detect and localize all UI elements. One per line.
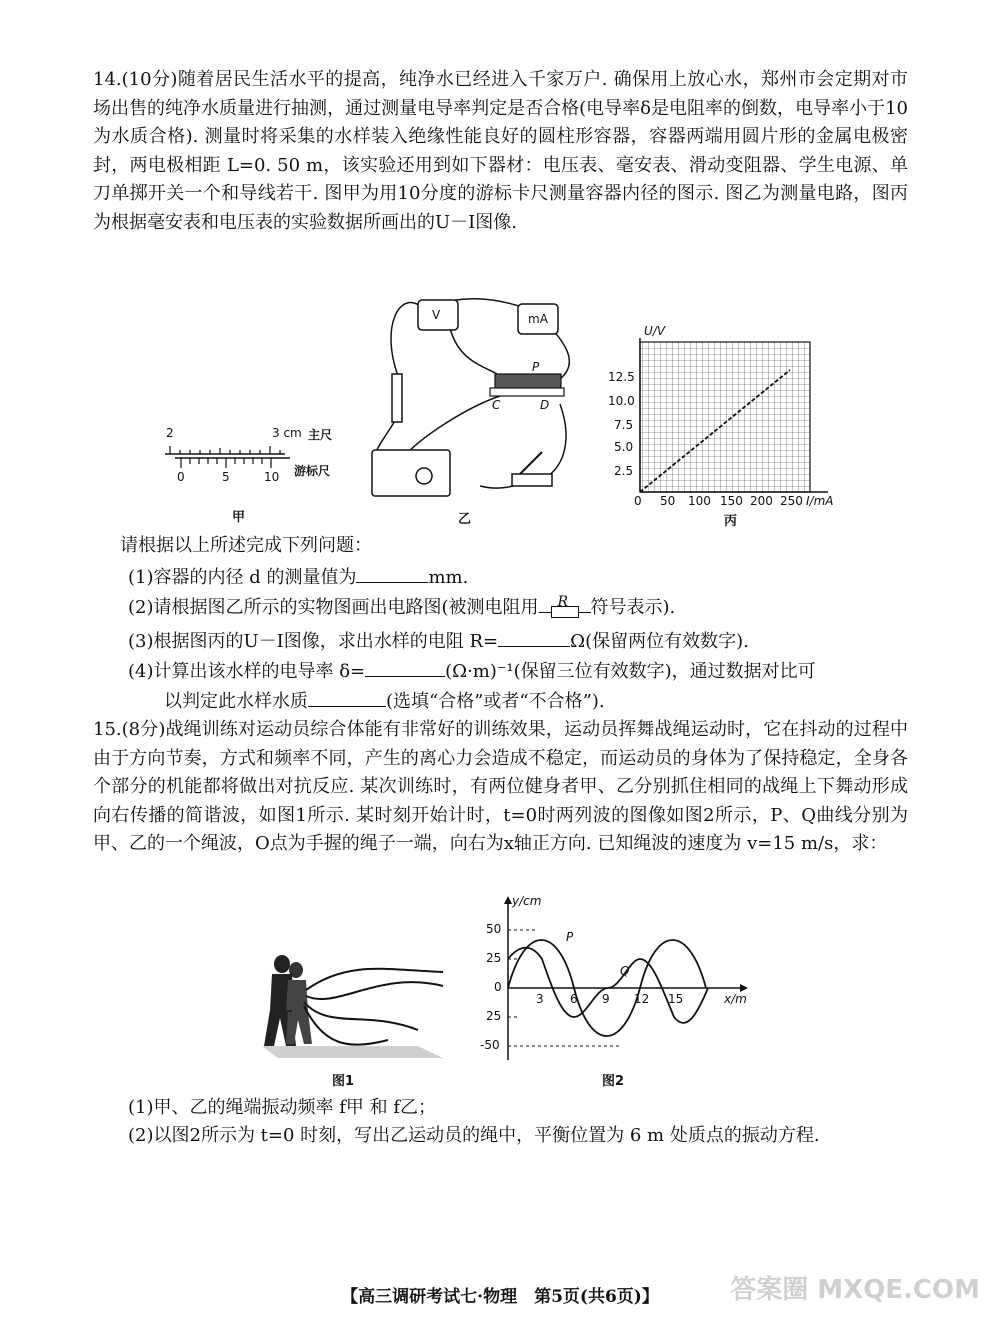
wave-xlabel: x/m (724, 992, 747, 1006)
resistor-symbol-label: R (557, 594, 569, 610)
figure-jia-caption: 甲 (232, 510, 246, 525)
xtick-200: 200 (750, 494, 773, 508)
vernier-tick-5: 5 (222, 470, 230, 484)
q14-score: (10分) (121, 69, 178, 90)
q14-sub4-answer-blank[interactable] (365, 658, 445, 677)
graph-ylabel: U/V (644, 324, 666, 338)
wave-ytick-50: 50 (486, 922, 502, 936)
wave-ytick-neg-25: 25 (486, 1009, 502, 1023)
q14-sub3-text: (3)根据图丙的U－I图像，求出水样的电阻 R= (128, 631, 499, 652)
figure-bing (600, 324, 850, 529)
graph-xlabel: I/mA (806, 494, 834, 508)
q14-sub1 (128, 564, 468, 590)
main-scale-end-label: 3 cm (272, 426, 302, 440)
battle-rope-illustration (258, 950, 448, 1060)
q14-sub2-text: (2)请根据图乙所示的实物图画出电路图(被测电阻用 (128, 597, 539, 618)
q14-sub4-line2-text: 以判定此水样水质 (164, 691, 308, 712)
q14-sub2 (128, 596, 675, 620)
voltmeter-label: V (432, 308, 441, 322)
ytick-10-0: 10.0 (608, 394, 635, 408)
q14-sub1-text: (1)容器的内径 d 的测量值为 (128, 567, 357, 588)
q14-sub4-line2 (164, 688, 605, 714)
terminal-c-label: C (492, 398, 501, 412)
wave-xtick-6: 6 (570, 992, 578, 1006)
xtick-100: 100 (688, 494, 711, 508)
milliammeter-label: mA (528, 312, 548, 326)
q14-number: 14. (93, 69, 122, 90)
wave-ytick-0: 0 (494, 980, 502, 994)
wave-xtick-15: 15 (668, 992, 684, 1006)
q14-intro-text: 随着居民生活水平的提高，纯净水已经进入千家万户. 确保用上放心水，郑州市会定期对市场出售的纯净水质量进行抽测，通过测量电导率判定是否合格(电导率δ是电阻率的倒数，电导率小于10为水质合格). 测量时将采集的水样装入绝缘性能良好的圆柱形容器，容器两端用圆片形的金属电极密封，两电极相距 L=0. 50 m，该实验还用到如下器材：电压表、毫安表、滑动变阻器、学生电源、单刀单掷开关一个和导线若干. 图甲为用10分度的游标卡尺测量容器内径的图示. 图乙为测量电路，图丙为根据毫安表和电压表的实验数据所画出的U－I图像. (93, 69, 908, 233)
wave-q-label: Q (620, 964, 630, 978)
q14-sub4-quality-blank[interactable] (308, 688, 386, 707)
watermark: 答案圈 MXQE.COM (730, 1275, 980, 1305)
q14-sub3 (128, 628, 749, 654)
figure-1 (258, 950, 448, 1090)
page-footer: 【高三调研考试七·物理 第5页(共6页)】 (341, 1287, 659, 1307)
u-i-graph (600, 330, 850, 510)
q14-sub3-answer-blank[interactable] (498, 628, 570, 647)
q14-sub4-text-after: (Ω·m)⁻¹(保留三位有效数字)，通过数据对比可 (445, 661, 816, 682)
figure-jia (150, 420, 360, 525)
figure-bing-caption: 丙 (724, 514, 738, 529)
q15-intro-text: 战绳训练对运动员综合体能有非常好的训练效果，运动员挥舞战绳运动时，它在抖动的过程中由于方向节奏，方式和频率不同，产生的离心力会造成不稳定，而运动员的身体为了保持稳定，全身各个部分的机能都将做出对抗反应. 某次训练时，有两位健身者甲、乙分别抓住相同的战绳上下舞动形成向右传播的简谐波，如图1所示. 某时刻开始计时，t=0时两列波的图像如图2所示，P、Q曲线分别为甲、乙的一个绳波，O点为手握的绳子一端，向右为x轴正方向. 已知绳波的速度为 v=15 m/s，求： (93, 719, 909, 854)
vernier-scale-label: 游标尺 (294, 464, 331, 478)
main-scale-label: 主尺 (308, 428, 333, 442)
main-scale-start-label: 2 (166, 426, 174, 440)
resistor-symbol (539, 594, 591, 618)
figure-2-caption: 图2 (602, 1074, 625, 1089)
q15-sub2: (2)以图2所示为 t=0 时刻，写出乙运动员的绳中，平衡位置为 6 m 处质点的振动方程. (128, 1125, 820, 1146)
wave-ytick-neg-50: -50 (480, 1038, 500, 1052)
q14-sub4-line2-text-after: (选填“合格”或者“不合格”). (386, 691, 605, 712)
xtick-250: 250 (780, 494, 803, 508)
wave-xtick-3: 3 (536, 992, 544, 1006)
q14-sub4 (128, 658, 816, 684)
wave-p-label: P (566, 930, 574, 944)
terminal-d-label: D (540, 398, 550, 412)
wave-ylabel: y/cm (512, 894, 542, 908)
figure-yi (360, 286, 590, 526)
vernier-tick-0: 0 (177, 470, 185, 484)
xtick-150: 150 (720, 494, 743, 508)
slider-p-label: P (532, 360, 540, 374)
figure-1-caption: 图1 (332, 1074, 355, 1089)
q14-sub1-unit: mm. (428, 567, 469, 588)
circuit-diagram (360, 286, 590, 506)
xtick-50: 50 (660, 494, 676, 508)
figure-yi-caption: 乙 (458, 512, 472, 527)
wave-graph (480, 894, 770, 1064)
ytick-5-0: 5.0 (614, 440, 634, 454)
wave-xtick-12: 12 (634, 992, 650, 1006)
q14-intro (93, 66, 908, 237)
q15-number: 15. (93, 719, 122, 740)
q14-sub2-text-after: 符号表示). (590, 597, 676, 618)
origin-label: 0 (634, 494, 642, 508)
q14-sub1-answer-blank[interactable] (356, 564, 428, 583)
figure-2 (480, 894, 770, 1090)
wave-ytick-25: 25 (486, 951, 502, 965)
ytick-2-5: 2.5 (614, 464, 634, 478)
q14-sub4-text: (4)计算出该水样的电导率 δ= (128, 661, 366, 682)
q15-intro (93, 716, 908, 859)
q14-sub3-unit: Ω(保留两位有效数字). (570, 631, 749, 652)
q14-instruction: 请根据以上所述完成下列问题： (120, 535, 372, 556)
ytick-12-5: 12.5 (608, 370, 635, 384)
wave-xtick-9: 9 (602, 992, 610, 1006)
q15-sub1: (1)甲、乙的绳端振动频率 f甲 和 f乙； (128, 1097, 436, 1118)
q15-score: (8分) (121, 719, 166, 740)
ytick-7-5: 7.5 (614, 418, 634, 432)
vernier-tick-10: 10 (264, 470, 280, 484)
